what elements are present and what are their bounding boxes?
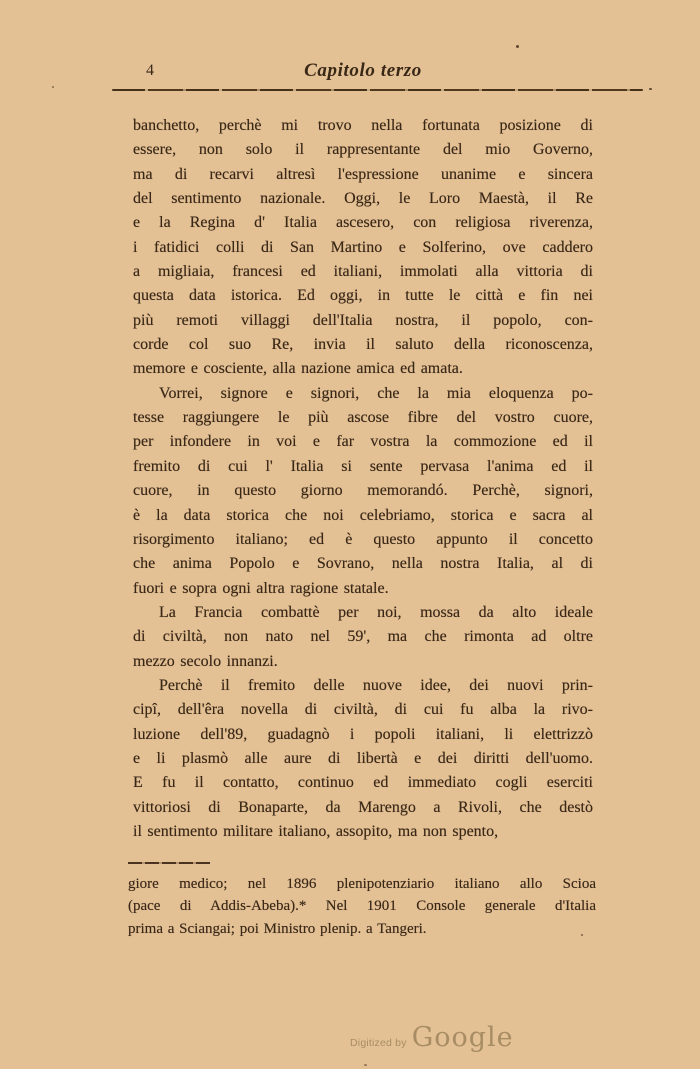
text-line: essere, non solo il rappresentante del mio Governo, (133, 141, 593, 159)
text-line: ma di recarvi altresì l'espressione unanime e sincera (133, 165, 593, 183)
ink-speck (364, 1064, 367, 1066)
footnote (128, 873, 596, 940)
text-line: più remoti villaggi dell'Italia nostra, il popolo, con- (133, 311, 593, 329)
text-line: giore medico; nel 1896 plenipotenziario italiano allo Scioa (128, 876, 596, 892)
text-line: memore e cosciente, alla nazione amica ed amata. (133, 360, 463, 378)
text-line: del sentimento nazionale. Oggi, le Loro Maestà, il Re (133, 190, 593, 208)
text-line: vittoriosi di Bonaparte, da Marengo a Rivoli, che destò (133, 798, 593, 816)
text-line: luzione dell'89, guadagnò i popoli italiani, li elettrizzò (133, 725, 593, 743)
text-line: i fatidici colli di San Martino e Solferino, ove caddero (133, 238, 593, 256)
text-line: questa data istorica. Ed oggi, in tutte le città e fin nei (133, 287, 593, 305)
ink-speck (649, 88, 652, 90)
text-line: il sentimento militare italiano, assopito, ma non spento, (133, 822, 499, 840)
ink-speck (52, 86, 54, 88)
text-line: prima a Sciangai; poi Ministro plenip. a Tangeri. (128, 920, 427, 937)
text-line: cuore, in questo giorno memorandó. Perchè, signori, (133, 482, 593, 500)
paragraph (133, 382, 593, 601)
text-line: è la data storica che noi celebriamo, storica e sacra al (133, 506, 593, 524)
text-line: tesse raggiungere le più ascose fibre del vostro cuore, (133, 409, 593, 427)
text-line: per infondere in voi e far vostra la commozione ed il (133, 433, 593, 451)
text-line: banchetto, perchè mi trovo nella fortunata posizione di (133, 117, 593, 134)
page-header (133, 60, 593, 84)
digitized-by-google-watermark (350, 1022, 514, 1053)
text-line: fremito di cui l' Italia si sente pervasa l'anima ed il (133, 457, 593, 475)
text-line: e li plasmò alle aure di libertà e dei diritti dell'uomo. (133, 749, 593, 767)
text-line: e la Regina d' Italia ascesero, con religiosa riverenza, (133, 214, 593, 232)
ink-speck (581, 934, 583, 936)
paragraph (133, 674, 593, 844)
paragraph (133, 601, 593, 674)
text-line: La Francia combattè per noi, mossa da alto ideale (159, 603, 593, 621)
google-wordmark: Google (411, 1022, 514, 1053)
text-line: a migliaia, francesi ed italiani, immolati alla vittoria di (133, 263, 593, 281)
body-text (133, 114, 593, 844)
text-line: (pace di Addis-Abeba).* Nel 1901 Console generale d'Italia (128, 898, 596, 915)
text-line: corde col suo Re, invia il saluto della riconoscenza, (133, 336, 593, 354)
text-line: di civiltà, non nato nel 59', ma che rimonta ad oltre (133, 628, 593, 646)
paragraph (133, 114, 593, 382)
text-line: cipî, dell'êra novella di civiltà, di cui fu alba la rivo- (133, 701, 593, 719)
ink-speck (516, 45, 519, 48)
header-rule (112, 89, 643, 91)
page-number: 4 (146, 62, 155, 79)
text-line: fuori e sopra ogni altra ragione statale. (133, 579, 389, 597)
text-line: E fu il contatto, continuo ed immediato cogli eserciti (133, 774, 593, 792)
text-line: Vorrei, signore e signori, che la mia eloquenza po- (159, 384, 593, 402)
text-line: mezzo secolo innanzi. (133, 652, 278, 670)
chapter-running-title: Capitolo terzo (304, 60, 422, 81)
watermark-prefix: Digitized by (350, 1037, 407, 1049)
text-line: risorgimento italiano; ed è questo appunto il concetto (133, 530, 593, 548)
text-line: che anima Popolo e Sovrano, nella nostra Italia, al di (133, 555, 593, 573)
footnote-separator-rule (128, 862, 210, 864)
text-line: Perchè il fremito delle nuove idee, dei nuovi prin- (159, 676, 593, 694)
